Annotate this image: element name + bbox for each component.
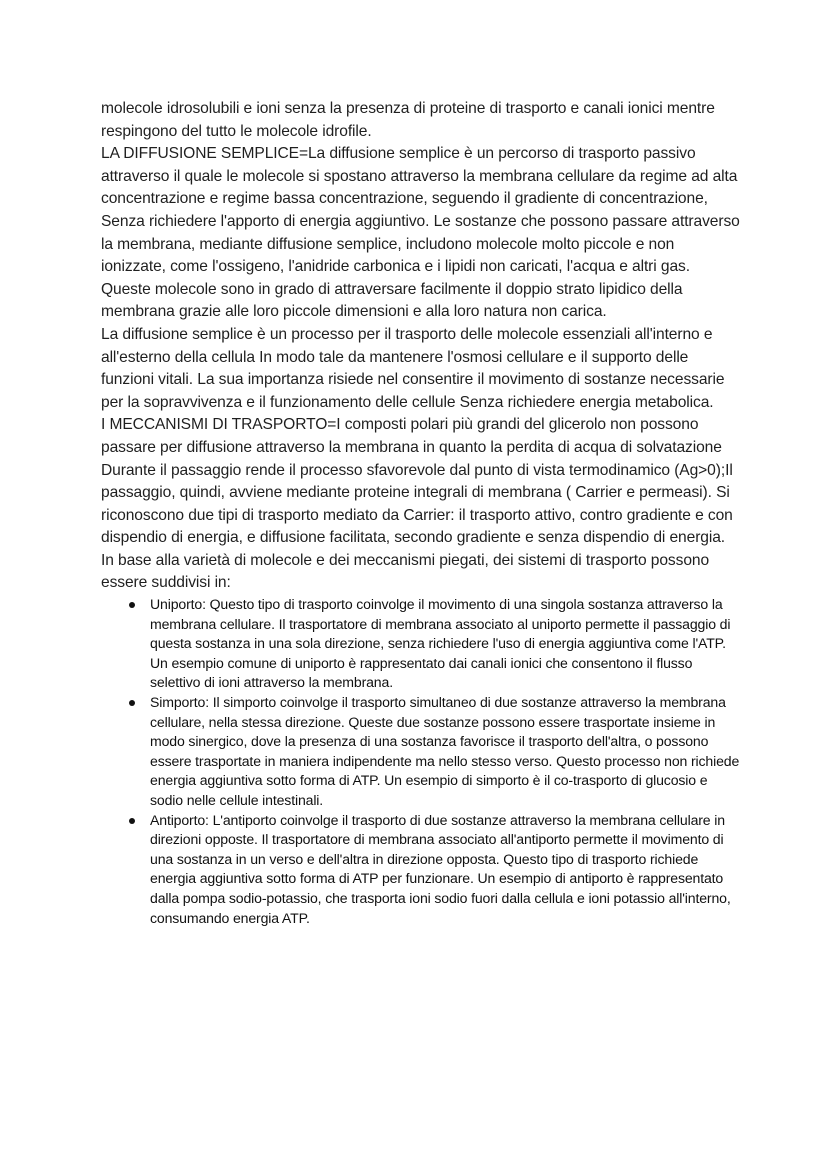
document-body [101, 98, 741, 928]
paragraph-diffusione-semplice: LA DIFFUSIONE SEMPLICE=La diffusione semplice è un percorso di trasporto passivo attraverso il quale le molecole si spostano attraverso la membrana cellulare da regime ad alta concentrazione e regime bassa concentrazione, seguendo il gradiente di concentrazione, Senza richiedere l'apporto di energia aggiuntivo. Le sostanze che possono passare attraverso la membrana, mediante diffusione semplice, includono molecole molto piccole e non ionizzate, come l'ossigeno, l'anidride carbonica e i lipidi non caricati, l'acqua e altri gas. Queste molecole sono in grado di attraversare facilmente il doppio strato lipidico della membrana grazie alle loro piccole dimensioni e alla loro natura non carica. [101, 145, 740, 321]
list-item-text: Simporto: Il simporto coinvolge il trasporto simultaneo di due sostanze attraverso la membrana cellulare, nella stessa direzione. Queste due sostanze possono essere trasportate insieme in modo sinergico, dove la presenza di una sostanza favorisce il trasporto dell'altra, o possono essere trasportate in maniera indipendente ma nello stesso verso. Questo processo non richiede energia aggiuntiva sotto forma di ATP. Un esempio di simporto è il co-trasporto di glucosio e sodio nelle cellule intestinali. [150, 694, 740, 808]
bullet-icon [129, 700, 135, 706]
list-item-uniporto [101, 595, 741, 693]
paragraph-meccanismi-trasporto: I MECCANISMI DI TRASPORTO=I composti polari più grandi del glicerolo non possono passare per diffusione attraverso la membrana in quanto la perdita di acqua di solvatazione Durante il passaggio rende il processo sfavorevole dal punto di vista termodinamico (Ag>0);Il passaggio, quindi, avviene mediante proteine integrali di membrana ( Carrier e permeasi). Si riconoscono due tipi di trasporto mediato da Carrier: il trasporto attivo, contro gradiente e con dispendio di energia, e diffusione facilitata, secondo gradiente e senza dispendio di energia. [101, 416, 733, 547]
list-item-text: Antiporto: L'antiporto coinvolge il trasporto di due sostanze attraverso la membrana cellulare in direzioni opposte. Il trasportatore di membrana associato all'antiporto permette il movimento di una sostanza in un verso e dell'altra in direzione opposta. Questo tipo di trasporto richiede energia aggiuntiva sotto forma di ATP per funzionare. Un esempio di antiporto è rappresentato dalla pompa sodio-potassio, che trasporta ioni sodio fuori dalla cellula e ioni potassio all'interno, consumando energia ATP. [150, 811, 731, 926]
list-item-text: Uniporto: Questo tipo di trasporto coinvolge il movimento di una singola sostanza attraverso la membrana cellulare. Il trasportatore di membrana associato al uniporto permette il passaggio di questa sostanza in una sola direzione, senza richiedere l'uso di energia aggiuntiva come l'ATP. Un esempio comune di uniporto è rappresentato dai canali ionici che consentono il flusso selettivo di ioni attraverso la membrana. [150, 596, 731, 691]
list-item-simporto [101, 693, 741, 811]
paragraph-sistemi-trasporto: In base alla varietà di molecole e dei meccanismi piegati, dei sistemi di trasporto possono essere suddivisi in: [101, 551, 710, 592]
bullet-icon [129, 602, 135, 608]
list-item-antiporto [101, 811, 741, 929]
paragraph-diffusione-importanza: La diffusione semplice è un processo per il trasporto delle molecole essenziali all'interno e all'esterno della cellula In modo tale da mantenere l'osmosi cellulare e il supporto delle funzioni vitali. La sua importanza risiede nel consentire il movimento di sostanze necessarie per la sopravvivenza e il funzionamento delle cellule Senza richiedere energia metabolica. [101, 325, 725, 411]
transport-types-list [101, 595, 741, 928]
bullet-icon [129, 818, 135, 824]
paragraph-intro-continuation: molecole idrosolubili e ioni senza la presenza di proteine di trasporto e canali ionici mentre respingono del tutto le molecole idrofile. [101, 100, 715, 140]
